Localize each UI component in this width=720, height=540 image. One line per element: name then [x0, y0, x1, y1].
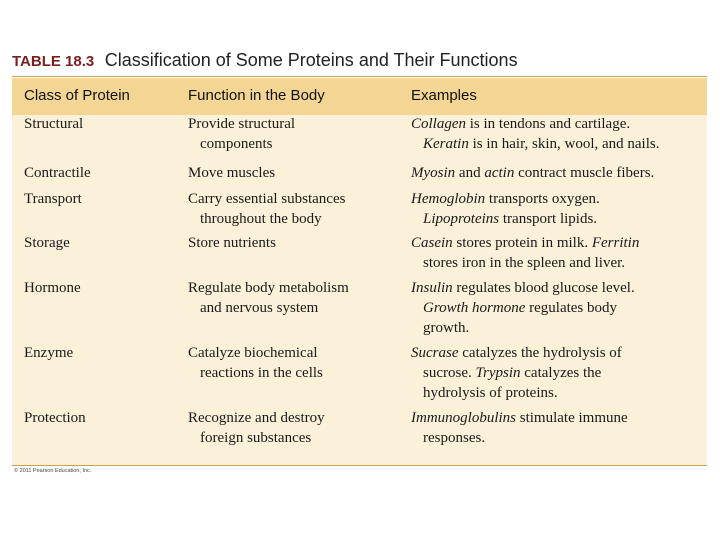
column-header-class: Class of Protein	[24, 87, 130, 104]
function-cell	[188, 408, 408, 448]
protein-class-cell: Storage	[24, 235, 70, 251]
function-line: Provide structural	[188, 116, 296, 132]
table-body	[12, 115, 707, 466]
table-title: Classification of Some Proteins and Their Functions	[104, 50, 518, 70]
table-header	[12, 78, 707, 115]
example-line: Casein stores protein in milk. Ferritin	[411, 235, 640, 251]
function-line: and nervous system	[200, 300, 319, 316]
example-line: Collagen is in tendons and cartilage.	[411, 116, 631, 132]
protein-class-cell: Hormone	[24, 280, 81, 296]
protein-class-cell: Transport	[24, 191, 82, 207]
function-line: Catalyze biochemical	[188, 345, 318, 361]
example-line: Insulin regulates blood glucose level.	[411, 280, 635, 296]
example-line: sucrose. Trypsin catalyzes the	[423, 365, 602, 381]
function-line: foreign substances	[200, 430, 312, 446]
table-title-row	[12, 50, 518, 71]
example-line: Immunoglobulins stimulate immune	[411, 410, 628, 426]
example-line: Lipoproteins transport lipids.	[423, 211, 598, 227]
example-line: Sucrase catalyzes the hydrolysis of	[411, 345, 622, 361]
example-line: Myosin and actin contract muscle fibers.	[411, 165, 655, 181]
examples-cell	[411, 114, 701, 154]
function-line: Carry essential substances	[188, 191, 346, 207]
example-line: Hemoglobin transports oxygen.	[411, 191, 600, 207]
function-cell	[188, 163, 408, 183]
examples-cell	[411, 278, 701, 338]
example-line: stores iron in the spleen and liver.	[423, 255, 626, 271]
protein-class-cell: Protection	[24, 410, 86, 426]
examples-cell	[411, 233, 701, 273]
examples-cell	[411, 163, 701, 183]
example-line: hydrolysis of proteins.	[423, 385, 558, 401]
title-divider	[12, 76, 707, 77]
example-line: responses.	[423, 430, 486, 446]
function-line: Move muscles	[188, 165, 276, 181]
protein-class-cell: Contractile	[24, 165, 91, 181]
protein-class-cell: Enzyme	[24, 345, 74, 361]
function-line: Regulate body metabolism	[188, 280, 349, 296]
column-header-function: Function in the Body	[188, 87, 325, 104]
example-line: growth.	[423, 320, 470, 336]
function-line: components	[200, 136, 273, 152]
examples-cell	[411, 189, 701, 229]
copyright-footer: © 2011 Pearson Education, Inc.	[14, 468, 92, 474]
example-line: Keratin is in hair, skin, wool, and nails.	[423, 136, 660, 152]
example-line: Growth hormone regulates body	[423, 300, 618, 316]
function-line: throughout the body	[200, 211, 322, 227]
examples-cell	[411, 343, 701, 403]
protein-class-cell: Structural	[24, 116, 84, 132]
function-cell	[188, 233, 408, 253]
column-header-examples: Examples	[411, 87, 477, 104]
table-number-label: TABLE 18.3	[12, 53, 95, 70]
function-line: Store nutrients	[188, 235, 276, 251]
function-line: reactions in the cells	[200, 365, 323, 381]
examples-cell	[411, 408, 701, 448]
function-cell	[188, 278, 408, 318]
function-cell	[188, 189, 408, 229]
function-line: Recognize and destroy	[188, 410, 325, 426]
protein-table	[12, 78, 707, 466]
function-cell	[188, 114, 408, 154]
function-cell	[188, 343, 408, 383]
